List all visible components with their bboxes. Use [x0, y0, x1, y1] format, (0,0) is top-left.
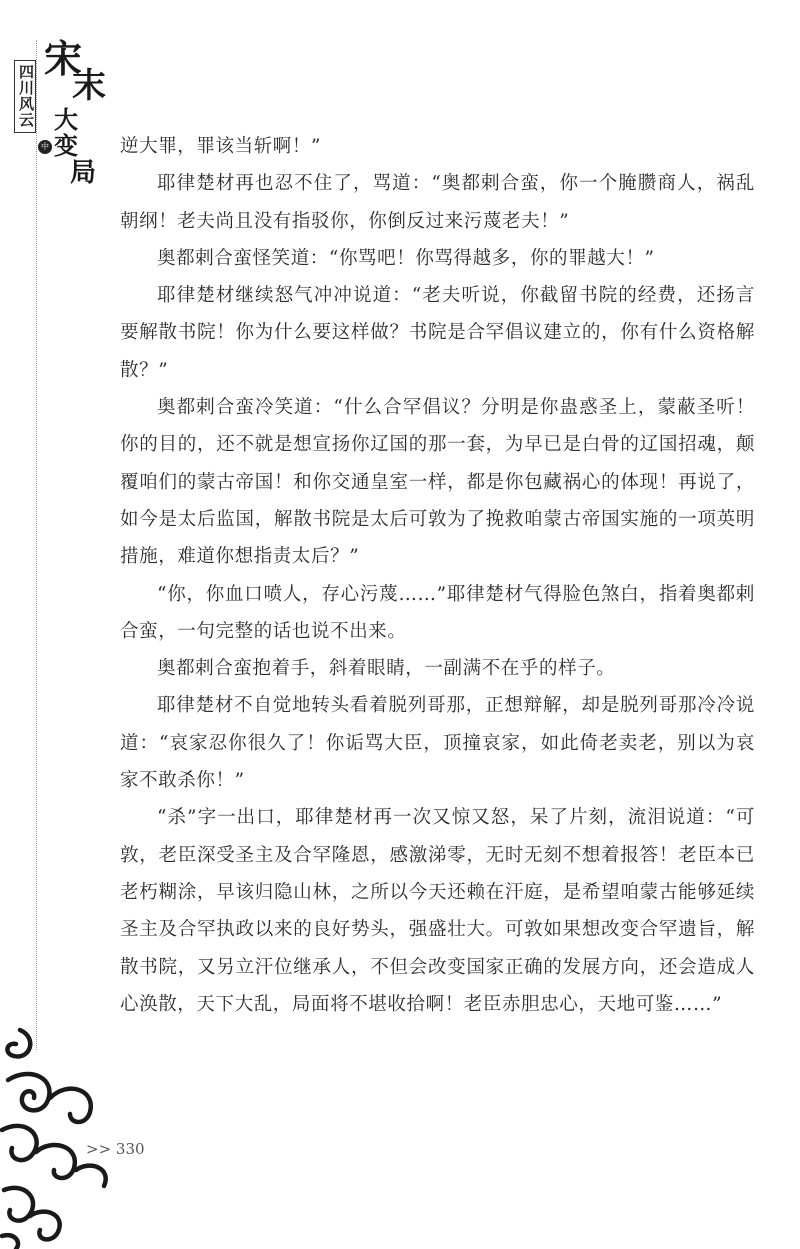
paragraph: 耶律楚材不自觉地转头看着脱列哥那，正想辩解，却是脱列哥那冷冷说道：“哀家忍你很久了！你诟骂大臣，顶撞哀家，如此倚老卖老，别以为哀家不敢杀你！” [120, 695, 755, 792]
body-text [120, 128, 755, 1023]
paragraph: 耶律楚材再也忍不住了，骂道：“奥都剌合蛮，你一个腌臜商人，祸乱朝纲！老夫尚且没有指驳你，你倒反过来污蔑老夫！” [120, 173, 755, 232]
paragraph: 奥都剌合蛮怪笑道：“你骂吧！你骂得越多，你的罪越大！” [157, 247, 655, 269]
book-title-char: 局 [70, 158, 97, 188]
paragraph: 奥都剌合蛮冷笑道：“什么合罕倡议？分明是你蛊惑圣上，蒙蔽圣听！你的目的，还不就是想宣扬你辽国的那一套，为早已是白骨的辽国招魂，颠覆咱们的蒙古帝国！和你交通皇室一样，都是你包藏祸心的体现！再说了，如今是太后监国，解散书院是太后可敦为了挽救咱蒙古帝国实施的一项英明措施，难道你想指责太后？” [120, 397, 755, 568]
book-title-char: 宋 [44, 36, 83, 81]
paragraph: “杀”字一出口，耶律楚材再一次又惊又怒，呆了片刻，流泪说道：“可敦，老臣深受圣主及合罕隆恩，感激涕零，无时无刻不想着报答！老臣本已老朽糊涂，早该归隐山林，之所以今天还赖在汗庭，是希望咱蒙古能够延续圣主及合罕执政以来的良好势头，强盛壮大。可敦如果想改变合罕遗旨，解散书院，又另立汗位继承人，不但会改变国家正确的发展方向，还会造成人心涣散，天下大乱，局面将不堪收拾啊！老臣赤胆忠心，天地可鉴……” [120, 807, 755, 1015]
margin-dotted-rule [36, 40, 37, 1050]
book-title-char: 变 [54, 131, 78, 160]
paragraph: 奥都剌合蛮抱着手，斜着眼睛，一副满不在乎的样子。 [157, 658, 616, 680]
paragraph: 逆大罪，罪该当斩啊！” [120, 136, 322, 157]
page-number: >> 330 [86, 1140, 145, 1158]
paragraph: “你，你血口喷人，存心污蔑……”耶律楚材气得脸色煞白，指着奥都剌合蛮，一句完整的话也说不出来。 [120, 583, 755, 642]
book-title-char: 大 [54, 105, 78, 134]
paragraph: 耶律楚材继续怒气冲冲说道：“老夫听说，你截留书院的经费，还扬言要解散书院！你为什么要这样做？书院是合罕倡议建立的，你有什么资格解散？” [120, 285, 755, 381]
volume-seal: 中册 [38, 140, 52, 154]
cloud-ornament-icon [0, 1020, 140, 1249]
book-title [44, 28, 108, 188]
book-title-char: 末 [72, 66, 106, 106]
series-label: 四川风云 [14, 60, 36, 133]
